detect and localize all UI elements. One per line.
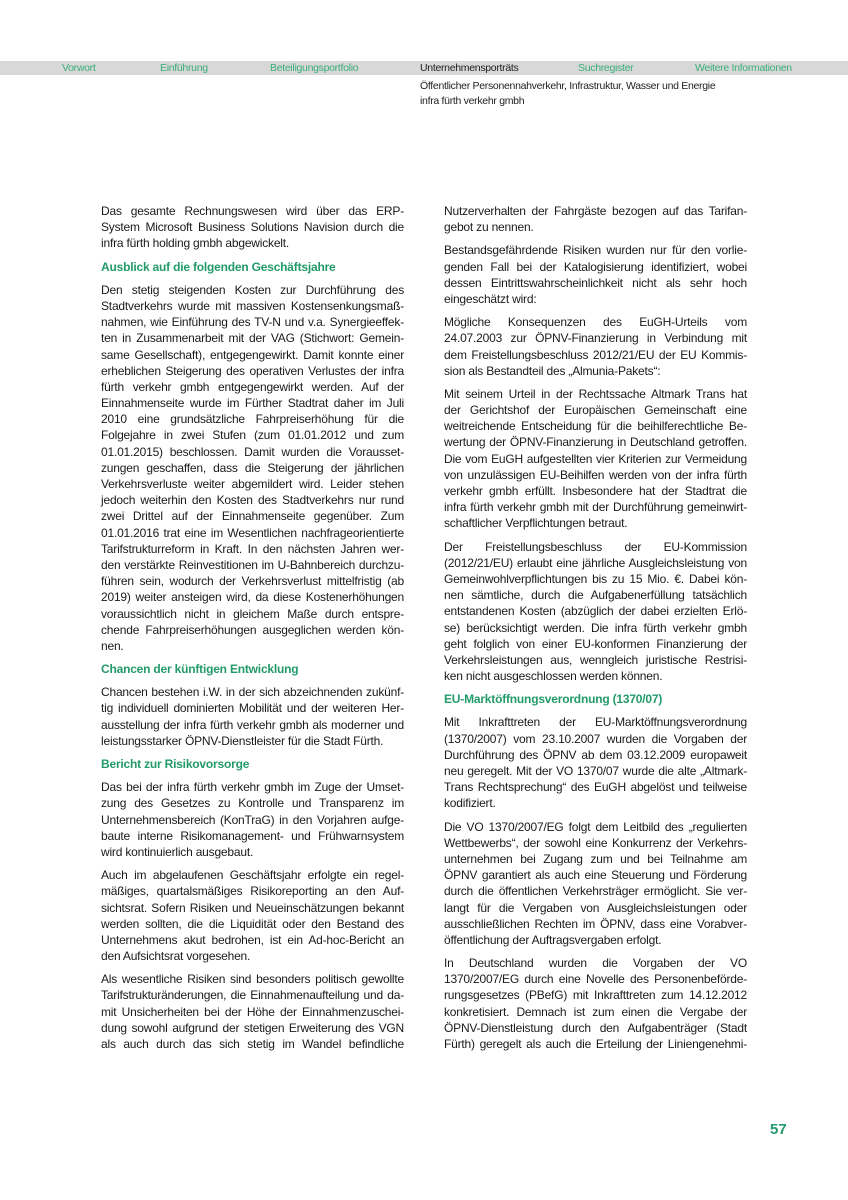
text-column-left xyxy=(101,203,404,1059)
text-line-content: 1370/2007/EG durch eine Novelle des Personenbeförde- xyxy=(444,972,747,987)
text-line xyxy=(444,275,747,291)
text-line-content: Chancen bestehen i.W. in der sich abzeichnenden zukünf- xyxy=(101,685,404,700)
text-line xyxy=(101,622,404,638)
text-line-content: nen sämtliche, durch die Aufgabenerfüllung tatsächlich xyxy=(444,588,747,603)
text-line-content: fürth verkehr gmbh entgegengewirkt werden. Auf der xyxy=(101,379,404,394)
text-line xyxy=(444,731,747,747)
text-line-content: dem Freistellungsbeschluss 2012/21/EU der EU Kommis- xyxy=(444,347,747,362)
text-line xyxy=(101,606,404,622)
text-column-right xyxy=(444,203,747,1059)
text-line-content: Verkehrsverluste weiter abgemildert wird. Leider stehen xyxy=(101,477,404,492)
text-line-content: konkretisiert. Demnach ist zum einen die Vergabe der xyxy=(444,1004,747,1019)
text-line xyxy=(101,1036,404,1052)
text-line xyxy=(444,434,747,450)
text-line-content: 24.07.2003 zur ÖPNV-Finanzierung in Verbindung mit xyxy=(444,331,747,346)
paragraph xyxy=(444,955,747,1052)
text-line xyxy=(444,932,747,948)
text-line xyxy=(101,363,404,379)
text-line-content: nahmen, wie Einführung des TV-N und v.a. Synergieeffek- xyxy=(101,315,404,330)
text-line xyxy=(101,508,404,524)
nav-link-einfuehrung[interactable]: Einführung xyxy=(160,62,208,74)
text-line-content: den verstärkte Reinvestitionen im U-Bahnbereich durchzu- xyxy=(101,557,404,572)
text-line-content: Das bei der infra fürth verkehr gmbh im Zuge der Umset- xyxy=(101,780,404,795)
text-line-content: In Deutschland wurden die Vorgaben der VO xyxy=(444,956,747,971)
text-line xyxy=(444,587,747,603)
text-line xyxy=(444,418,747,434)
text-line-content: Die vom EuGH aufgestellten vier Kriterien zur Vermeidung xyxy=(444,451,747,466)
text-line-content: mit Unsicherheiten bei der Höhe der Einnahmenzuschei- xyxy=(101,1004,404,1019)
section-subtitle: Öffentlicher Personennahverkehr, Infrastruktur, Wasser und Energie xyxy=(420,80,716,92)
text-line-content: Der Freistellungsbeschluss der EU-Kommission xyxy=(444,539,747,554)
text-line xyxy=(101,971,404,987)
text-line-content: Nutzerverhalten der Fahrgäste bezogen auf das Tarifan- xyxy=(444,204,747,218)
nav-link-suchregister[interactable]: Suchregister xyxy=(578,62,634,74)
text-line xyxy=(444,571,747,587)
text-line xyxy=(444,819,747,835)
text-line-content: schaftlicher Verpflichtungen betraut. xyxy=(444,516,628,531)
text-line-content: der Gerichtshof der Europäischen Gemeinschaft eine xyxy=(444,403,747,418)
paragraph xyxy=(101,203,404,252)
text-line-content: unternehmen bei Zugang zum und bei Teilnahme am xyxy=(444,851,747,866)
text-line xyxy=(444,987,747,1003)
nav-link-weitere-informationen[interactable]: Weitere Informationen xyxy=(695,62,792,74)
text-line-content: 2019) weiter ansteigen wird, da diese Kostenerhöhungen xyxy=(101,590,404,605)
text-line xyxy=(444,955,747,971)
text-line-content: dessen Eintrittswahrscheinlichkeit nicht als sehr hoch xyxy=(444,275,747,290)
text-line-content: Die VO 1370/2007/EG folgt dem Leitbild des „regulierten xyxy=(444,819,747,834)
text-line xyxy=(444,515,747,531)
text-line-content: gebot zu nennen. xyxy=(444,220,534,235)
company-subtitle: infra fürth verkehr gmbh xyxy=(420,95,525,107)
paragraph xyxy=(101,867,404,964)
text-line-content: als auch durch das sich stetig im Wandel befindliche xyxy=(101,1037,404,1052)
text-line xyxy=(101,235,404,251)
text-line xyxy=(101,411,404,427)
paragraph xyxy=(444,539,747,685)
text-line-content: dung sowohl aufgrund der stetigen Erweiterung des VGN xyxy=(101,1020,404,1035)
paragraph xyxy=(101,684,404,749)
text-line-content: nen. xyxy=(101,638,124,653)
text-line xyxy=(444,603,747,619)
text-line xyxy=(444,916,747,932)
paragraph xyxy=(444,819,747,949)
paragraph xyxy=(444,714,747,811)
text-line-content: leistungsstarker ÖPNV-Dienstleister für die Stadt Fürth. xyxy=(101,733,384,748)
text-line xyxy=(101,219,404,235)
text-line xyxy=(101,717,404,733)
text-line xyxy=(101,684,404,700)
text-line-content: Wettbewerbs“, der sowohl eine Konkurrenz der Verkehrs- xyxy=(444,835,747,850)
text-line xyxy=(444,330,747,346)
text-line-content: infra fürth holding gmbh abgewickelt. xyxy=(101,236,290,251)
paragraph xyxy=(101,282,404,654)
page-number: 57 xyxy=(770,1121,787,1138)
text-line xyxy=(444,402,747,418)
text-line-content: mäßiges, quartalsmäßiges Risikoreporting an den Auf- xyxy=(101,884,404,899)
section-heading: Ausblick auf die folgenden Geschäftsjahre xyxy=(101,259,336,274)
text-line xyxy=(101,525,404,541)
text-line xyxy=(444,467,747,483)
text-line xyxy=(101,844,404,860)
text-line xyxy=(101,347,404,363)
text-line xyxy=(444,971,747,987)
text-line xyxy=(444,1036,747,1052)
text-line-content: (2012/21/EU) erlaubt eine jährliche Ausgleichsleistung von xyxy=(444,555,747,570)
text-line xyxy=(444,259,747,275)
text-line-content: ten in Zusammenarbeit mit der VAG (Stichwort: Gemein- xyxy=(101,331,404,346)
text-line-content: Stadtverkehrs wurde mit massiven Kostensenkungsmaß- xyxy=(101,298,404,313)
text-line xyxy=(444,851,747,867)
text-line xyxy=(444,219,747,235)
text-line xyxy=(101,330,404,346)
text-line-content: Durchführung des ÖPNV ab dem 03.12.2009 europaweit xyxy=(444,747,747,762)
text-line-content: erheblichen Steigerung des operativen Verlustes der infra xyxy=(101,363,404,378)
text-line xyxy=(444,291,747,307)
section-heading: Chancen der künftigen Entwicklung xyxy=(101,662,299,677)
text-line xyxy=(101,203,404,219)
text-line-content: ausstellung der infra fürth verkehr gmbh als moderner und xyxy=(101,717,404,732)
text-line xyxy=(101,900,404,916)
text-line xyxy=(101,444,404,460)
text-line-content: baute interne Risikomanagement- und Frühwarnsystem xyxy=(101,828,404,843)
text-line xyxy=(101,314,404,330)
text-line xyxy=(444,620,747,636)
text-line-content: öffentlichung der Auftragsvergaben erfolgt. xyxy=(444,932,662,947)
text-line-content: infra fürth verkehr gmbh mit der Durchführung gemeinwirt- xyxy=(444,500,747,515)
text-line xyxy=(101,948,404,964)
text-line-content: durch die öffentlichen Verkehrsträger ermöglicht. Sie ver- xyxy=(444,884,747,899)
text-line xyxy=(444,668,747,684)
text-line-content: eingeschätzt wird: xyxy=(444,291,537,306)
text-line xyxy=(444,451,747,467)
text-line xyxy=(101,492,404,508)
text-line xyxy=(101,1004,404,1020)
text-line-content: neu geregelt. Mit der VO 1370/07 wurde die alte „Altmark- xyxy=(444,764,747,779)
text-line xyxy=(101,379,404,395)
text-line xyxy=(101,932,404,948)
text-line-content: 01.01.2015) beschlossen. Damit wurden die Vorausset- xyxy=(101,444,404,459)
text-line xyxy=(444,386,747,402)
text-line-content: Verkehrsleistungen aus, wenngleich juristische Restrisi- xyxy=(444,652,747,667)
text-line xyxy=(101,733,404,749)
text-line-content: 2010 eine grundsätzliche Fahrpreiserhöhung für die xyxy=(101,412,404,427)
text-line xyxy=(101,298,404,314)
paragraph xyxy=(444,314,747,379)
text-line xyxy=(101,828,404,844)
text-line-content: (1370/2007) vom 23.10.2007 wurden die Vorgaben der xyxy=(444,731,747,746)
text-line xyxy=(444,900,747,916)
paragraph xyxy=(444,386,747,532)
text-line-content: Mögliche Konsequenzen des EuGH-Urteils vom xyxy=(444,315,747,330)
text-line-content: sichtsrat. Sofern Risiken und Neueinschätzungen bekannt xyxy=(101,900,404,915)
text-line xyxy=(444,763,747,779)
text-line xyxy=(444,867,747,883)
text-line-content: werden sollten, die die Liquidität oder den Bestand des xyxy=(101,916,404,931)
nav-link-vorwort[interactable]: Vorwort xyxy=(62,62,96,74)
text-line-content: voraussichtlich nicht in gleichem Maße durch entspre- xyxy=(101,606,404,621)
text-line-content: geht folglich von einer EU-konformen Finanzierung der xyxy=(444,636,747,651)
text-line-content: den Aufsichtsrat vorgesehen. xyxy=(101,949,251,964)
text-line xyxy=(101,282,404,298)
text-line-content: führen sein, wodurch der Verkehrsverlust mittelfristig (ab xyxy=(101,574,404,589)
text-line-content: genden Fall bei der Katalogisierung identifiziert, wobei xyxy=(444,259,747,274)
text-line-content: entstandenen Kosten (abzüglich der dabei erzielten Erlö- xyxy=(444,604,747,619)
text-line-content: ÖPNV-Dienstleistung durch den Aufgabenträger (Stadt xyxy=(444,1020,747,1035)
top-navigation-bar xyxy=(0,61,848,75)
text-line-content: ausschließlichen Rechten im ÖPNV, dass eine Vorabver- xyxy=(444,916,747,931)
text-line xyxy=(444,347,747,363)
text-line xyxy=(101,476,404,492)
paragraph xyxy=(444,242,747,307)
text-line xyxy=(444,883,747,899)
text-line-content: zwei Drittel auf der Einnahmenseite gegenüber. Zum xyxy=(101,509,404,524)
text-line xyxy=(101,867,404,883)
text-line xyxy=(444,1020,747,1036)
text-line-content: Auch im abgelaufenen Geschäftsjahr erfolgte ein regel- xyxy=(101,868,404,883)
text-line xyxy=(101,916,404,932)
text-line xyxy=(101,541,404,557)
text-line-content: Tarifstrukturänderungen, die Einnahmenaufteilung und da- xyxy=(101,988,404,1003)
text-line xyxy=(444,1004,747,1020)
text-line xyxy=(444,363,747,379)
text-line-content: langt für die Vergaben von Ausgleichsleistungen oder xyxy=(444,900,747,915)
text-line xyxy=(101,589,404,605)
text-line-content: zung des Gesetzes zu Kontrolle und Transparenz im xyxy=(101,796,404,811)
text-line-content: ken nicht ausgeschlossen werden können. xyxy=(444,669,663,684)
text-line xyxy=(101,573,404,589)
text-line xyxy=(444,242,747,258)
text-line-content: se) berücksichtigt werden. Die infra fürth verkehr gmbh xyxy=(444,620,747,635)
text-line-content: chende Fahrpreiserhöhungen ausgeglichen werden kön- xyxy=(101,622,404,637)
text-line xyxy=(101,883,404,899)
text-line-content: Fürth) geregelt als auch die Erteilung der Liniengenehmi- xyxy=(444,1037,747,1052)
text-line-content: Unternehmens akut bedrohen, ist ein Ad-hoc-Bericht an xyxy=(101,932,404,947)
nav-link-unternehmensportraets[interactable]: Unternehmensporträts xyxy=(420,62,519,74)
text-line xyxy=(444,483,747,499)
text-line xyxy=(444,539,747,555)
text-line xyxy=(101,987,404,1003)
text-line-content: Trans Rechtsprechung“ des EuGH abgelöst und teilweise xyxy=(444,780,747,795)
section-heading: EU-Marktöffnungsverordnung (1370/07) xyxy=(444,692,663,707)
text-line-content: Mit Inkrafttreten der EU-Marktöffnungsverordnung xyxy=(444,715,747,730)
text-line xyxy=(444,747,747,763)
text-line xyxy=(101,700,404,716)
text-line xyxy=(101,779,404,795)
text-line-content: 01.01.2016 trat eine im Wesentlichen nachfrageorientierte xyxy=(101,525,404,540)
text-line xyxy=(444,314,747,330)
text-line xyxy=(444,714,747,730)
text-line-content: Einnahmenseite wurde im Fürther Stadtrat daher im Juli xyxy=(101,396,404,411)
text-line-content: Mit seinem Urteil in der Rechtssache Altmark Trans hat xyxy=(444,386,747,401)
text-line-content: zungen geschaffen, dass die Steigerung der jährlichen xyxy=(101,460,404,475)
text-line xyxy=(101,1020,404,1036)
paragraph xyxy=(444,203,747,235)
text-line xyxy=(444,636,747,652)
text-line-content: System Microsoft Business Solutions Navision durch die xyxy=(101,220,404,235)
text-line-content: Als wesentliche Risiken sind besonders politisch gewollte xyxy=(101,972,404,987)
text-line xyxy=(444,835,747,851)
text-line xyxy=(444,652,747,668)
text-line-content: kodifiziert. xyxy=(444,796,496,811)
text-line-content: verkehr gmbh erfüllt. Insbesondere hat der Stadtrat die xyxy=(444,484,747,498)
text-line xyxy=(101,395,404,411)
text-line xyxy=(101,460,404,476)
nav-link-beteiligungsportfolio[interactable]: Beteiligungsportfolio xyxy=(270,62,359,74)
text-line-content: ÖPNV garantiert als auch eine Steuerung und Förderung xyxy=(444,868,747,883)
text-line-content: sion als Bestandteil des „Almunia-Pakets“: xyxy=(444,363,661,378)
text-line-content: Gemeinwohlverpflichtungen bis zu 15 Mio. €. Dabei kön- xyxy=(444,571,747,586)
text-line xyxy=(444,499,747,515)
text-line xyxy=(101,557,404,573)
text-line-content: Tarifstrukturreform in Kraft. In den nächsten Jahren wer- xyxy=(101,541,404,556)
text-line-content: jedoch weiterhin den Kosten des Stadtverkehrs nur rund xyxy=(101,493,404,508)
text-line xyxy=(444,555,747,571)
text-line xyxy=(101,812,404,828)
text-line-content: tig individuell dominierten Mobilität und der weiteren Her- xyxy=(101,701,404,716)
text-line-content: rungsgesetzes (PBefG) mit Inkrafttreten zum 14.12.2012 xyxy=(444,988,747,1003)
text-line-content: weitreichende Entscheidung für die beihilferechtliche Be- xyxy=(444,419,747,434)
text-line xyxy=(101,795,404,811)
text-line-content: von unzulässigen EU-Beihilfen werden von der infra fürth xyxy=(444,467,747,482)
text-line-content: Den stetig steigenden Kosten zur Durchführung des xyxy=(101,282,404,297)
text-line-content: same Gesellschaft), entgegengewirkt. Damit konnte einer xyxy=(101,347,404,362)
text-line xyxy=(444,795,747,811)
text-line-content: Bestandsgefährdende Risiken wurden nur für den vorlie- xyxy=(444,243,747,258)
text-line xyxy=(444,203,747,219)
text-line-content: Unternehmensbereich (KonTraG) in den Vorjahren aufge- xyxy=(101,812,404,827)
text-line xyxy=(101,427,404,443)
text-line-content: wird kontinuierlich ausgebaut. xyxy=(101,844,254,859)
text-line xyxy=(444,779,747,795)
paragraph xyxy=(101,779,404,860)
paragraph xyxy=(101,971,404,1052)
text-line-content: Das gesamte Rechnungswesen wird über das ERP- xyxy=(101,204,404,218)
text-line-content: wertung der ÖPNV-Finanzierung in Deutschland getroffen. xyxy=(444,435,747,450)
text-line-content: Folgejahre in zwei Stufen (zum 01.01.2012 und zum xyxy=(101,428,404,443)
text-line xyxy=(101,638,404,654)
section-heading: Bericht zur Risikovorsorge xyxy=(101,757,250,772)
